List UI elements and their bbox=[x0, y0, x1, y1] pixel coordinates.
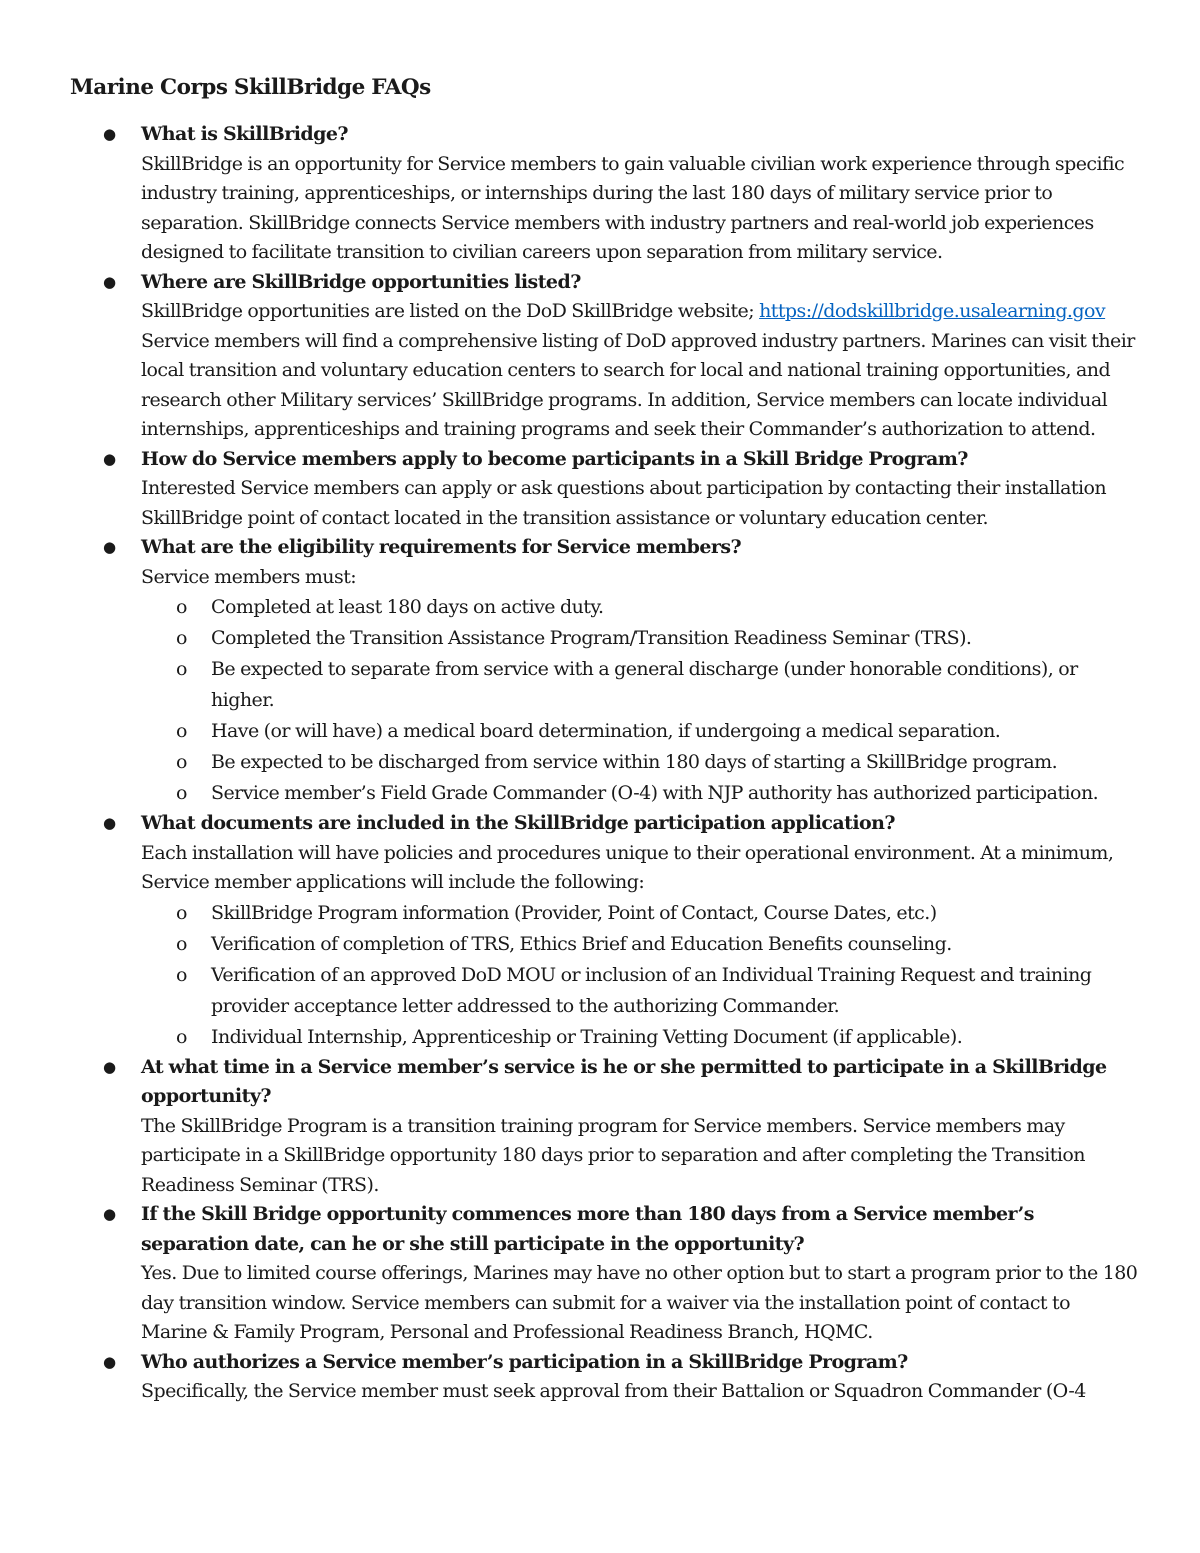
faq-answer: Service members must: bbox=[141, 565, 357, 588]
faq-item-what-is-skillbridge bbox=[0, 120, 1141, 268]
faq-answer: The SkillBridge Program is a transition training program for Service members. Service members may participate in a SkillBridge opportunity 180 days prior to separation and after completing the Transition Readiness Seminar (TRS). bbox=[141, 1114, 1085, 1196]
faq-question: What documents are included in the SkillBridge participation application? bbox=[141, 812, 895, 834]
faq-question: If the Skill Bridge opportunity commences more than 180 days from a Service member’s separation date, can he or she still participate in the opportunity? bbox=[141, 1203, 1034, 1255]
faq-answer bbox=[141, 297, 1141, 445]
sub-list-text: Verification of completion of TRS, Ethics Brief and Education Benefits counseling. bbox=[211, 932, 952, 955]
circle-bullet-icon: o bbox=[176, 782, 187, 804]
circle-bullet-icon: o bbox=[176, 901, 187, 924]
documents-sublist bbox=[141, 898, 1141, 1053]
circle-bullet-icon: o bbox=[176, 627, 187, 649]
faq-answer: Yes. Due to limited course offerings, Marines may have no other option but to start a program prior to the 180 day transition window. Service members can submit for a waiver via the installation point of contact to Marine & Family Program, Personal and Professional Readiness Branch, HQMC. bbox=[141, 1262, 1138, 1343]
faq-item-who-authorizes bbox=[0, 1348, 1141, 1407]
sub-list-text: Have (or will have) a medical board determination, if undergoing a medical separation. bbox=[211, 720, 1001, 742]
sub-list-item bbox=[141, 898, 1141, 929]
faq-question: How do Service members apply to become participants in a Skill Bridge Program? bbox=[141, 447, 968, 470]
sub-list-item bbox=[141, 929, 1141, 960]
faq-item-how-to-apply bbox=[0, 445, 1141, 534]
faq-list bbox=[0, 120, 1200, 1407]
sub-list-item bbox=[141, 747, 1141, 778]
faq-item-where-listed bbox=[0, 268, 1141, 445]
sub-list-item bbox=[141, 623, 1141, 654]
circle-bullet-icon: o bbox=[176, 720, 187, 742]
sub-list-text: Be expected to be discharged from service within 180 days of starting a SkillBridge program. bbox=[211, 751, 1058, 773]
faq-item-when-permitted bbox=[0, 1053, 1141, 1201]
bullet-icon: ● bbox=[103, 272, 116, 291]
bullet-icon: ● bbox=[103, 1057, 116, 1076]
faq-answer-text: Service members will find a comprehensive listing of DoD approved industry partners. Marines can visit their local transition and voluntary education centers to search for local and national training opportunities, and research other Military services’ SkillBridge programs. In addition, Service members can locate individual internships, apprenticeships and training programs and seek their Commander’s authorization to attend. bbox=[141, 329, 1135, 440]
bullet-icon: ● bbox=[103, 125, 116, 143]
sub-list-item bbox=[141, 1022, 1141, 1053]
circle-bullet-icon: o bbox=[176, 1025, 187, 1048]
sub-list-item bbox=[141, 960, 1141, 1022]
sub-list-item bbox=[141, 592, 1141, 623]
faq-item-more-than-180-days bbox=[0, 1200, 1141, 1348]
sub-list-text: Service member’s Field Grade Commander (O-4) with NJP authority has authorized participation. bbox=[211, 782, 1099, 804]
sub-list-text: Completed at least 180 days on active duty. bbox=[211, 596, 604, 618]
faq-question: What is SkillBridge? bbox=[141, 123, 349, 145]
sub-list-text: SkillBridge Program information (Provider, Point of Contact, Course Dates, etc.) bbox=[211, 901, 937, 924]
bullet-icon: ● bbox=[103, 1352, 116, 1371]
faq-answer-text: SkillBridge opportunities are listed on the DoD SkillBridge website; bbox=[141, 300, 760, 322]
bullet-icon: ● bbox=[103, 814, 116, 832]
sub-list-item bbox=[141, 778, 1141, 809]
circle-bullet-icon: o bbox=[176, 751, 187, 773]
sub-list-item bbox=[141, 654, 1141, 716]
faq-answer: Specifically, the Service member must seek approval from their Battalion or Squadron Commander (O-4 bbox=[141, 1380, 1086, 1402]
page-title: Marine Corps SkillBridge FAQs bbox=[70, 75, 431, 100]
circle-bullet-icon: o bbox=[176, 932, 187, 955]
circle-bullet-icon: o bbox=[176, 963, 187, 986]
bullet-icon: ● bbox=[103, 538, 116, 556]
skillbridge-website-link[interactable]: https://dodskillbridge.usalearning.gov bbox=[759, 300, 1106, 322]
faq-answer: Each installation will have policies and procedures unique to their operational environment. At a minimum, Service member applications will include the following: bbox=[141, 841, 1114, 893]
faq-item-documents bbox=[0, 809, 1141, 1053]
sub-list-text: Verification of an approved DoD MOU or inclusion of an Individual Training Request and training provider acceptance letter addressed to the authorizing Commander. bbox=[211, 963, 1092, 1017]
faq-answer: Interested Service members can apply or ask questions about participation by contacting their installation SkillBridge point of contact located in the transition assistance or voluntary education center. bbox=[141, 477, 1107, 529]
faq-question: At what time in a Service member’s service is he or she permitted to participate in a SkillBridge opportunity? bbox=[141, 1055, 1107, 1107]
faq-question: Where are SkillBridge opportunities listed? bbox=[141, 270, 581, 293]
circle-bullet-icon: o bbox=[176, 596, 187, 618]
sub-list-text: Individual Internship, Apprenticeship or Training Vetting Document (if applicable). bbox=[211, 1025, 963, 1048]
sub-list-text: Completed the Transition Assistance Program/Transition Readiness Seminar (TRS). bbox=[211, 627, 972, 649]
faq-question: What are the eligibility requirements for Service members? bbox=[141, 536, 742, 558]
sub-list-item bbox=[141, 716, 1141, 747]
bullet-icon: ● bbox=[103, 1205, 116, 1223]
eligibility-sublist bbox=[141, 592, 1141, 809]
faq-item-eligibility bbox=[0, 533, 1141, 809]
circle-bullet-icon: o bbox=[176, 658, 187, 680]
bullet-icon: ● bbox=[103, 449, 116, 468]
faq-question: Who authorizes a Service member’s participation in a SkillBridge Program? bbox=[141, 1350, 908, 1373]
faq-answer: SkillBridge is an opportunity for Service members to gain valuable civilian work experience through specific industry training, apprenticeships, or internships during the last 180 days of military service prior to separation. SkillBridge connects Service members with industry partners and real-world job experiences designed to facilitate transition to civilian careers upon separation from military service. bbox=[141, 152, 1125, 263]
sub-list-text: Be expected to separate from service with a general discharge (under honorable conditions), or higher. bbox=[211, 658, 1078, 711]
